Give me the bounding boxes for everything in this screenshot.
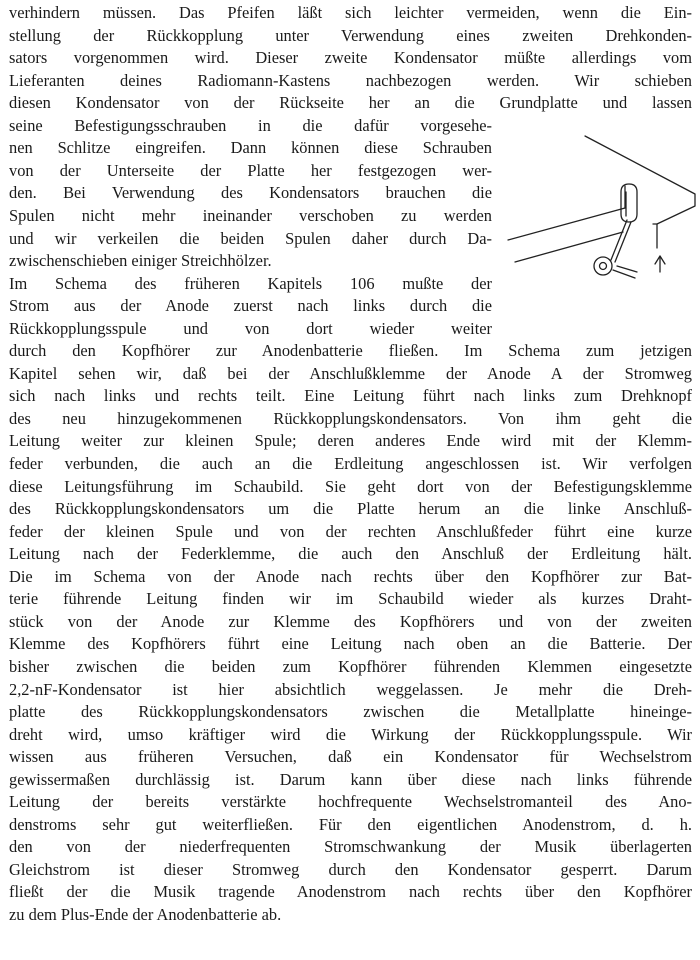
text-line: dreht wird, umso kräftiger wird die Wirkung der Rückkopplungsspule. Wir [9,724,692,744]
text-line: nen Schlitze eingreifen. Dann können diese Schrauben [9,138,492,158]
text-line: Kapitel sehen wir, daß bei der Anschlußklemme der Anode A der Stromweg [9,363,692,383]
text-line: terie führende Leitung finden wir im Schaubild wieder als kurzes Draht- [9,589,692,609]
text-line: und wir verkeilen die beiden Spulen daher durch Da- [9,228,492,248]
text-line: zwischenschieben einiger Streichhölzer. [9,251,272,271]
text-line: des Rückkopplungskondensators um die Platte herum an die linke Anschluß- [9,499,692,519]
text-line: diese Leitungsführung im Schaubild. Sie geht dort von der Befestigungsklemme [9,476,692,496]
text-line: Leitung weiter zur kleinen Spule; deren anderes Ende wird mit der Klemm- [9,431,692,451]
text-line: Strom aus der Anode zuerst nach links durch die [9,296,492,316]
text-line: stück von der Anode zur Klemme des Kopfhörers und von der zweiten [9,611,692,631]
text-line: verhindern müssen. Das Pfeifen läßt sich leichter vermeiden, wenn die Ein- [9,3,692,22]
text-line: Leitung der bereits verstärkte hochfrequente Wechselstromanteil des Ano- [9,792,692,812]
text-line: Rückkopplungsspule und von dort wieder weiter [9,318,492,338]
text-line: gewissermaßen durchlässig ist. Darum kann über diese nach links führende [9,769,692,789]
text-line: Die im Schema von der Anode nach rechts über den Kopfhörer zur Bat- [9,566,692,586]
text-line: stellung der Rückkopplung unter Verwendung eines zweiten Drehkonden- [9,25,692,45]
text-line: fließt der die Musik tragende Anodenstrom nach rechts über den Kopfhörer [9,882,692,902]
text-line: bisher zwischen die beiden zum Kopfhörer führenden Klemmen eingesetzte [9,656,692,676]
text-line: Im Schema des früheren Kapitels 106 mußte der [9,273,492,293]
text-line: Leitung nach der Federklemme, die auch den Anschluß der Erdleitung hält. [9,544,692,564]
text-line: Klemme des Kopfhörers führt eine Leitung nach oben an die Batterie. Der [9,634,692,654]
text-line: Spulen nicht mehr ineinander verschoben zu werden [9,205,492,225]
text-line: den von der niederfrequenten Stromschwankung der Musik überlagerten [9,837,692,857]
text-line: sich nach links und rechts teilt. Eine Leitung führt nach links zum Drehknopf [9,386,692,406]
text-line: durch den Kopfhörer zur Anodenbatterie fließen. Im Schema zum jetzigen [9,341,692,361]
text-line: denstroms sehr gut weiterfließen. Für den eigentlichen Anodenstrom, d. h. [9,814,692,834]
capacitor-mounting-illustration [505,128,700,283]
text-line: den. Bei Verwendung des Kondensators brauchen die [9,183,492,203]
text-line: zu dem Plus-Ende der Anodenbatterie ab. [9,905,282,924]
text-line: 2,2-nF-Kondensator ist hier absichtlich weggelassen. Je mehr die Dreh- [9,679,692,699]
text-line: des neu hinzugekommenen Rückkopplungskondensators. Von ihm geht die [9,408,692,428]
text-line: Gleichstrom ist dieser Stromweg durch den Kondensator gesperrt. Darum [9,859,692,879]
text-line: seine Befestigungsschrauben in die dafür vorgesehe- [9,115,492,135]
text-line: wissen aus früheren Versuchen, daß ein Kondensator für Wechselstrom [9,747,692,767]
text-line: sators vorgenommen wird. Dieser zweite Kondensator müßte allerdings vom [9,48,692,68]
text-line: von der Unterseite der Platte her festgezogen wer- [9,160,492,180]
text-line: feder verbunden, die auch an die Erdleitung angeschlossen ist. Wir verfolgen [9,454,692,473]
text-line: feder der kleinen Spule und von der rechten Anschlußfeder führt eine kurze [9,521,692,541]
text-line: Lieferanten deines Radiomann-Kastens nachbezogen werden. Wir schieben [9,70,692,90]
text-line: platte des Rückkopplungskondensators zwischen die Metallplatte hineinge- [9,702,692,722]
text-line: diesen Kondensator von der Rückseite her an die Grundplatte und lassen [9,93,692,113]
